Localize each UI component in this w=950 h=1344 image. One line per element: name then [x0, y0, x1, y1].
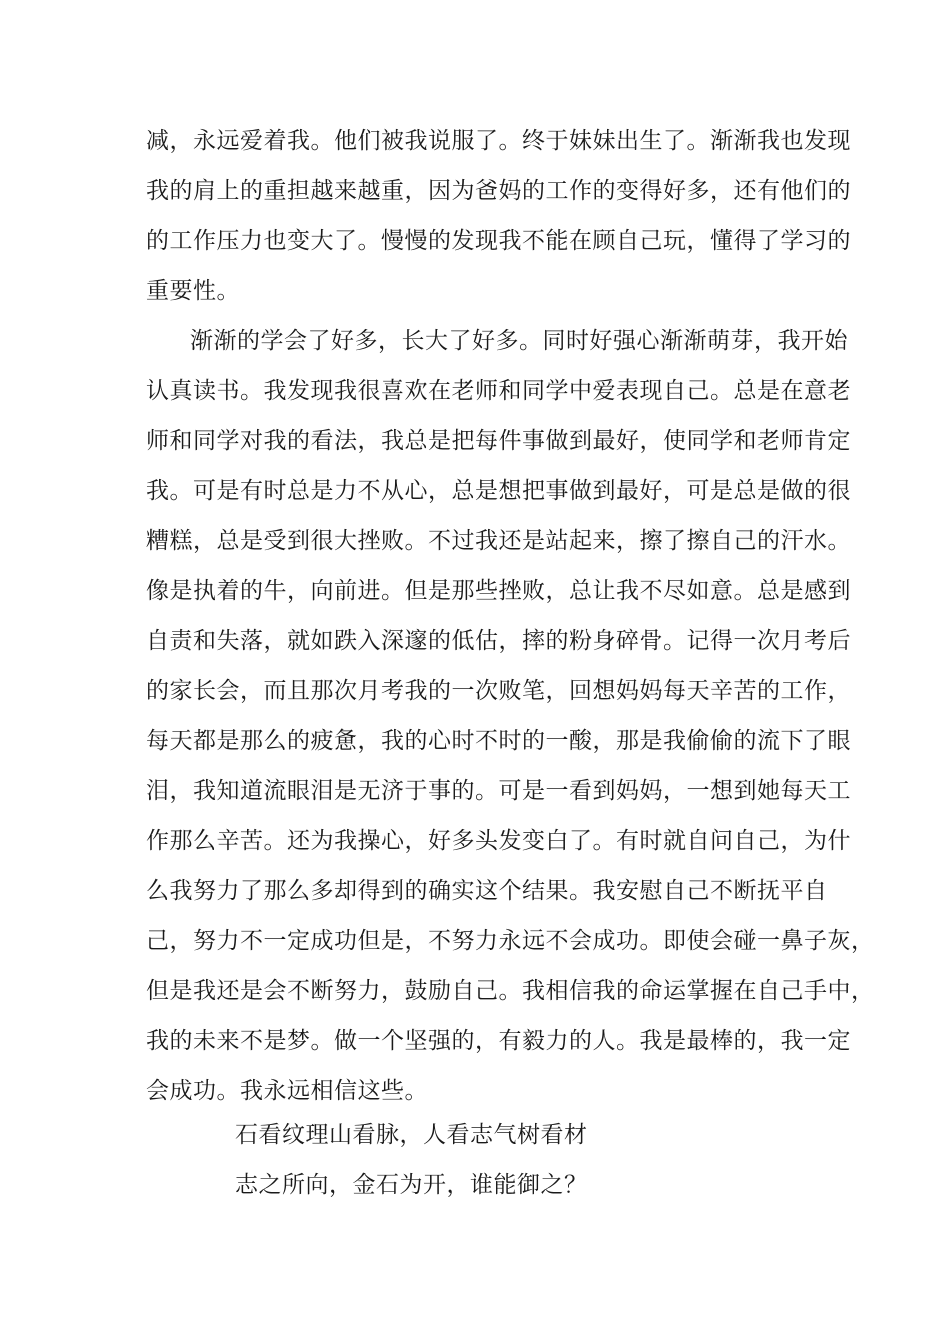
text-line: 我的未来不是梦。做一个坚强的，有毅力的人。我是最棒的，我一定 [146, 1028, 851, 1054]
essay-body [146, 116, 875, 1116]
text-line: 己，努力不一定成功但是，不努力永远不会成功。即使会碰一鼻子灰， [146, 928, 875, 954]
closing-quotes [235, 1110, 588, 1210]
text-line: 作那么辛苦。还为我操心，好多头发变白了。有时就自问自己，为什 [146, 828, 851, 854]
paragraph-start-line: 渐渐的学会了好多，长大了好多。同时好强心渐渐萌芽，我开始 [190, 328, 848, 354]
text-line: 但是我还是会不断努力，鼓励自己。我相信我的命运掌握在自己手中， [146, 978, 875, 1004]
text-line: 糟糕，总是受到很大挫败。不过我还是站起来，擦了擦自己的汗水。 [146, 528, 851, 554]
text-line: 会成功。我永远相信这些。 [146, 1078, 428, 1104]
text-line: 我。可是有时总是力不从心，总是想把事做到最好，可是总是做的很 [146, 478, 851, 504]
text-line: 每天都是那么的疲惫，我的心时不时的一酸，那是我偷偷的流下了眼 [146, 728, 851, 754]
text-line: 泪，我知道流眼泪是无济于事的。可是一看到妈妈，一想到她每天工 [146, 778, 851, 804]
text-line: 认真读书。我发现我很喜欢在老师和同学中爱表现自己。总是在意老 [146, 378, 851, 404]
quote-line: 石看纹理山看脉，人看志气树看材 [235, 1122, 588, 1148]
quote-line: 志之所向，金石为开，谁能御之？ [235, 1172, 588, 1198]
text-line: 我的肩上的重担越来越重，因为爸妈的工作的变得好多，还有他们的 [146, 178, 851, 204]
text-line: 么我努力了那么多却得到的确实这个结果。我安慰自己不断抚平自 [146, 878, 828, 904]
text-line: 师和同学对我的看法，我总是把每件事做到最好，使同学和老师肯定 [146, 428, 851, 454]
text-line: 重要性。 [146, 278, 240, 304]
text-line: 像是执着的牛，向前进。但是那些挫败，总让我不尽如意。总是感到 [146, 578, 851, 604]
text-line: 的家长会，而且那次月考我的一次败笔，回想妈妈每天辛苦的工作， [146, 678, 851, 704]
text-line: 的工作压力也变大了。慢慢的发现我不能在顾自己玩，懂得了学习的 [146, 228, 851, 254]
text-line: 自责和失落，就如跌入深邃的低估，摔的粉身碎骨。记得一次月考后 [146, 628, 851, 654]
text-line: 减，永远爱着我。他们被我说服了。终于妹妹出生了。渐渐我也发现 [146, 128, 851, 154]
